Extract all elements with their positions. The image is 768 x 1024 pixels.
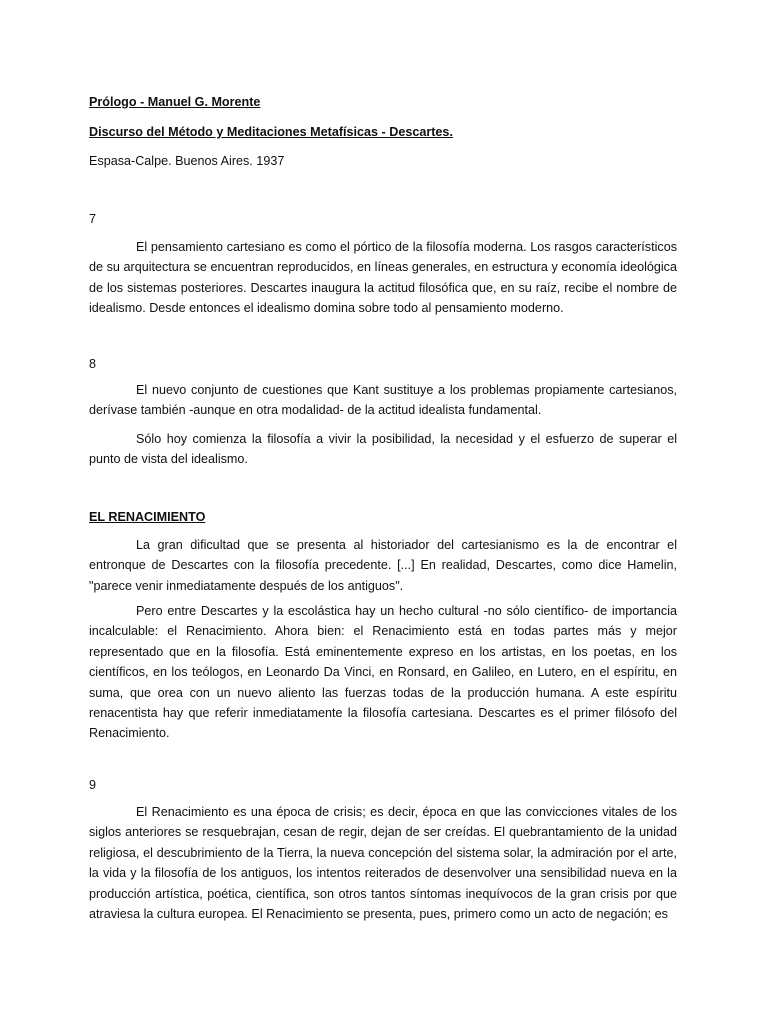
section-7-paragraph: El pensamiento cartesiano es como el pórtico de la filosofía moderna. Los rasgos característicos de su arquitectura se encuentran reproducidos, en líneas generales, en estructura y economía ideológica de los sistemas posteriores. Descartes inaugura la actitud filosófica que, en su raíz, recibe el nombre de idealismo. Desde entonces el idealismo domina sobre todo al pensamiento moderno. bbox=[89, 240, 677, 316]
publisher-line: Espasa-Calpe. Buenos Aires. 1937 bbox=[89, 154, 285, 168]
prologue-heading: Prólogo - Manuel G. Morente bbox=[89, 95, 261, 109]
section-8-paragraph-1: El nuevo conjunto de cuestiones que Kant sustituye a los problemas propiamente cartesianos, derívase también -aunque en otra modalidad- de la actitud idealista fundamental. bbox=[89, 383, 677, 418]
renacimiento-heading: EL RENACIMIENTO bbox=[89, 510, 206, 524]
section-9-paragraph: El Renacimiento es una época de crisis; es decir, época en que las convicciones vitales de los siglos anteriores se resquebrajan, cesan de regir, dejan de ser creídas. El quebrantamiento de la unidad religiosa, el descubrimiento de la Tierra, la nueva concepción del sistema solar, la admiración por el arte, la vida y la filosofía de los antiguos, los intentos reiterados de desenvolver una sensibilidad nueva en la producción artística, poética, científica, son otros tantos síntomas inequívocos de la gran crisis por que atraviesa la cultura europea. El Renacimiento se presenta, pues, primero como un acto de negación; es bbox=[89, 805, 677, 922]
section-number-8: 8 bbox=[89, 357, 97, 371]
section-8-paragraph-2: Sólo hoy comienza la filosofía a vivir la posibilidad, la necesidad y el esfuerzo de superar el punto de vista del idealismo. bbox=[89, 432, 677, 467]
renacimiento-paragraph-2: Pero entre Descartes y la escolástica hay un hecho cultural -no sólo científico- de importancia incalculable: el Renacimiento. Ahora bien: el Renacimiento está en todas partes más y mejor representado que en la filosofía. Está eminentemente expreso en los artistas, en los poetas, en los científicos, en los teólogos, en Leonardo Da Vinci, en Ronsard, en Galileo, en Lutero, en el espíritu, en suma, que orea con un nuevo aliento las fuerzas todas de la producción humana. A este espíritu renacentista hay que referir inmediatamente la filosofía cartesiana. Descartes es el primer filósofo del Renacimiento. bbox=[89, 604, 677, 741]
book-title-heading: Discurso del Método y Meditaciones Metafísicas - Descartes. bbox=[89, 125, 453, 139]
section-number-7: 7 bbox=[89, 212, 97, 226]
renacimiento-paragraph-1: La gran dificultad que se presenta al historiador del cartesianismo es la de encontrar el entronque de Descartes con la filosofía precedente. [...] En realidad, Descartes, como dice Hamelin, "parece venir inmediatamente después de los antiguos". bbox=[89, 538, 677, 593]
section-number-9: 9 bbox=[89, 778, 97, 792]
